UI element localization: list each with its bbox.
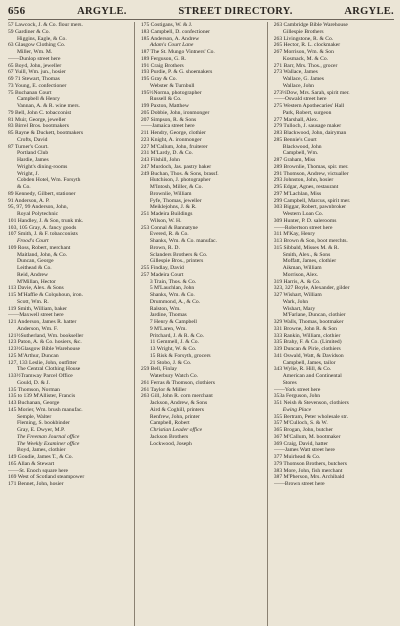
directory-entry: Meiklejohns, J. & R. (149, 204, 197, 211)
directory-entry: Brownlie, William (149, 190, 192, 197)
directory-entry: 355 Bertram, Peter wholesale str. (273, 413, 348, 420)
directory-entry: 191 Craig Brothers (140, 62, 184, 69)
directory-entry: Wilson, W. H. (149, 217, 182, 224)
directory-entry: ——Dunlop street here (8, 55, 61, 62)
directory-entry: Waterbury Watch Co. (149, 373, 199, 379)
directory-entry: Webster & Turnbull (149, 82, 195, 89)
directory-entry: M'Intosh, Miller, & Co. (149, 184, 203, 190)
directory-entry: Kosmack, M. & Co. (282, 55, 329, 62)
directory-entry: 15 Risk & Forsyth, grocers (149, 352, 211, 359)
directory-entry: 165 Allan & Stewart (8, 460, 55, 467)
directory-entry: 243 Filshill, John (140, 157, 180, 163)
directory-entry: 59 Gardiner & Co. (8, 28, 50, 35)
directory-entry: 291 Thomson, Andrew, victualler (273, 170, 349, 177)
directory-entry: American and Continental (282, 373, 342, 379)
directory-entry: 271 Barr, Mrs. Thos., grocer (273, 62, 338, 69)
directory-entry: Shanks, Wm. & Co. (149, 292, 195, 298)
directory-entry: Ralston, Wm. (149, 305, 181, 312)
directory-entry: Crofts, David (17, 136, 48, 143)
directory-entry: 123½Glasgow Bible Warehouse (8, 346, 80, 352)
directory-entry: 273½Dow, Mrs. Sarah, spirit mer. (273, 89, 350, 96)
directory-entry: 119 Smith, William, baker (8, 305, 67, 312)
directory-entry: 9 M'Laren, Wm. (149, 325, 187, 332)
directory-entry: 107 Smith, J. & F. tobacconists (8, 231, 78, 238)
directory-entry: Reid, Andrew (17, 271, 49, 278)
directory-entry: The Weekly Examiner office (17, 440, 80, 447)
directory-entry: Gould, D. & J. (17, 379, 50, 386)
directory-entry: Boyd, James, clothier (17, 447, 66, 454)
directory-entry: 135 to 139 M'Allister, Francis (8, 393, 76, 400)
directory-entry: ——Brown street here (273, 481, 325, 487)
directory-entry: 319 Harris, A. & Co. (273, 278, 321, 285)
directory-entry: 125 M'Arthur, Duncan (8, 352, 59, 359)
directory-entry: M'Farlane, Duncan, clothier (282, 312, 346, 319)
directory-entry: 303 Biggar, Robert, pawnbroker (273, 204, 347, 211)
directory-entry: 263 Livingstone, R. & Co. (273, 35, 334, 42)
directory-entry: ——St. Enoch square here (8, 467, 68, 474)
directory-entry: Christian Leader office (149, 427, 203, 433)
directory-entry: Jardine, Thomas (149, 312, 187, 319)
directory-entry: 309 Hunter, P. D. salerooms (273, 217, 337, 224)
directory-entry: Park, Robert, surgeon (282, 109, 332, 116)
directory-entry: 13 Wright, W. & Co. (149, 346, 197, 352)
directory-entry: Jackson Brothers (149, 433, 189, 440)
directory-entry: 89 Kennedy, Gilbert, stationer (8, 190, 76, 197)
directory-entry: Moffatt, James, clothier (282, 258, 337, 265)
directory-entry: Fyfe, Thomas, jeweller (149, 197, 202, 204)
directory-entry: 289 Brownlie, Thomas, spir. mer. (273, 163, 349, 170)
directory-entry: 95, 97, 99 Anderson, John, (8, 204, 68, 211)
directory-entry: 261 Ferras & Thomson, clothiers (140, 379, 215, 386)
directory-entry: 175 Costigans, W. & J. (140, 22, 193, 28)
directory-entry: 275 Western Apothecaries' Hall (273, 103, 345, 109)
directory-entry: 143 Buchanan, George (8, 400, 60, 406)
directory-entry: 3 Train, Thos. & Co. (149, 278, 197, 285)
directory-entry: 115 M'Haffie & Colquhoun, iron. (8, 292, 83, 298)
directory-entry: Royal Polytechnic (17, 211, 59, 217)
directory-entry: 171 Bennet, John, hosier (8, 481, 64, 487)
directory-entry: 273 Wallace, James (273, 69, 318, 76)
directory-entry: 205 Dobbie, John, ironmonger (140, 109, 210, 116)
directory-entry: ——Robertson street here (273, 224, 333, 231)
directory-entry: 263 Cambridge Bible Warehouse (273, 22, 348, 28)
directory-entry: 7 Henry & Campbell (149, 319, 197, 325)
directory-entry: 149 Goudie, James T., & Co. (8, 454, 73, 460)
directory-entry: 257 Madeira Court (140, 271, 184, 278)
directory-entry: 315 Sibbald, Misses M. & R. (273, 244, 339, 251)
directory-entry: 207 Simpson, R. & Sons (140, 116, 197, 123)
column-middle (141, 22, 261, 626)
directory-entry: Campbell, Wm. (282, 150, 319, 157)
directory-entry: 369 Craig, David, hatter (273, 440, 328, 447)
directory-entry: Renfrew, John, printer (149, 413, 200, 420)
directory-entry: 351 Neish & Stevenson, clothiers (273, 400, 349, 406)
directory-entry: 327 Wishart, William (273, 292, 322, 298)
directory-entry: 169 West of Scotland steampower (8, 474, 85, 481)
directory-entry: 265 Hector, R. L. clockmaker (273, 42, 341, 49)
directory-entry: 187 The St. Mungo Vintners' Co. (140, 49, 215, 55)
directory-entry: 69 71 Stewart, Thomas (8, 76, 60, 82)
directory-entry: 67 Yuill, Wm. jun., hosier (8, 69, 66, 76)
column-divider (134, 22, 135, 626)
directory-entry: Scott, Wm. R. (17, 298, 49, 305)
directory-entry: Portland Club (17, 150, 49, 157)
directory-entry: 87 Turner's Court. (8, 143, 49, 150)
directory-entry: 121 Anderson, James R. hatter (8, 319, 77, 325)
directory-entry: Lockwood, Joseph (149, 440, 192, 447)
directory-entry: 293 Johnston, John, hosier (273, 177, 334, 184)
directory-entry: 101 Handley, J. & Son, trunk mk. (8, 217, 84, 224)
directory-entry: 193 Purdie, P. & G. shoemakers (140, 69, 213, 76)
directory-entry: 83 Birrel Bros. bootmakers (8, 123, 69, 130)
directory-entry: Campbell, James, tailor (282, 359, 336, 366)
directory-entry: Gray, E. Dwyer, M.P. (17, 427, 65, 433)
directory-entry: 113 Davie, Alex. & Sons (8, 285, 64, 292)
directory-entry: 21 Stobo, J. & Co. (149, 359, 192, 366)
directory-entry: Fleming, S. bookbinder (17, 420, 70, 427)
directory-entry: 313 Brown & Son, boot merchts. (273, 238, 348, 244)
directory-entry: Wark, John (282, 298, 309, 305)
directory-entry: Aird & Coghill, printers (149, 406, 204, 413)
directory-entry: 103, 105 Gray, A. fancy goods (8, 224, 77, 231)
directory-entry: 259 Bell, Finlay (140, 366, 178, 373)
directory-entry: Gillespie Bros., printers (149, 258, 204, 265)
directory-entry: 287 Graham, Miss (273, 157, 316, 163)
header-right: ARGYLE. (344, 5, 394, 17)
directory-entry: Pritchard, J. & R. & Co. (149, 332, 205, 339)
directory-entry: Hutchison, J. photographer (149, 177, 211, 184)
directory-entry: The Freeman Journal office (17, 433, 80, 440)
directory-entry: Brown, R. D. (149, 244, 180, 251)
directory-entry: Blackwood, John (282, 143, 322, 150)
directory-entry: Drummond, A., & Co. (149, 298, 201, 305)
directory-entry: 65 Boyd, John, jeweller (8, 62, 62, 69)
directory-entry: 255 Findlay, David (140, 265, 184, 271)
directory-entry: 75 Buchanan Court (8, 89, 52, 96)
directory-entry: Miller, Wm. M. (17, 49, 53, 55)
directory-entry: 343 Wylie, R. Hill, & Co. (273, 366, 332, 373)
directory-entry: 277 Marshall, Alex. (273, 116, 319, 123)
directory-entry: 109 Ross, Robert, merchant (8, 244, 71, 251)
directory-entry: Maitland, John, & Co. (17, 251, 68, 258)
directory-entry: ——Oswald street here (273, 96, 327, 103)
directory-entry: Anderson, Wm. F. (17, 325, 58, 332)
directory-entry: 183 Campbell, D. confectioner (140, 28, 210, 35)
page-header (8, 4, 394, 20)
directory-entry: 339 Duncan & Pirie, clothiers (273, 346, 341, 352)
directory-entry: Western Loan Co. (282, 211, 324, 217)
directory-entry: Frood's Court (17, 238, 49, 244)
directory-entry: Leithead & Co. (17, 265, 52, 271)
directory-entry: 247 Murdoch, Jas. pastry baker (140, 163, 212, 170)
directory-entry: 297 M'Lachlan, Miss (273, 190, 322, 197)
directory-entry: 81 Muir, George, jeweller (8, 116, 66, 123)
directory-entry: 357 M'Culloch, S. & W. (273, 420, 328, 427)
directory-entry: 73 Young, E. confectioner (8, 82, 67, 89)
directory-entry: Aikman, William (282, 265, 322, 271)
directory-entry: 285 Bennie's Court (273, 136, 317, 143)
directory-entry: 231 M'Lardy, D. & Co. (140, 150, 193, 157)
directory-entry: Wright, J. (17, 170, 39, 177)
directory-entry: 123 Paton, A. & Co. hosiers, &c. (8, 339, 82, 346)
column-right (274, 22, 394, 626)
directory-entry: 11 Gemmell, J. & Co. (149, 339, 199, 346)
directory-entry: 5 M'Lauchlan, John (149, 285, 195, 292)
directory-entry: Higgins, Eagle, & Co. (17, 35, 67, 42)
directory-entry: 85 Rayne & Duckett, bootmakers (8, 130, 84, 136)
directory-entry: 127, 133 Leslie, John, outfitter (8, 359, 77, 366)
directory-entry: 121½Sutherland, Wm. bookseller (8, 332, 84, 339)
directory-entry: Adam's Court Lane (149, 42, 194, 49)
directory-columns (8, 22, 394, 626)
directory-entry: 323, 327 Boyle, Alexander, gilder (273, 285, 350, 292)
directory-entry: 311 M'Kay, Henry (273, 231, 316, 238)
directory-entry: 133½Tramway Parcel Office (8, 373, 73, 379)
directory-entry: 249 Buchan, Thos. & Sons, brassf. (140, 170, 219, 177)
directory-entry: 329 Walls, Thomas, bootmaker (273, 319, 344, 325)
directory-entry: 57 Lawcock, J. & Co. flour mers. (8, 22, 83, 28)
directory-entry: 267 Morrison, Wm. & Son (273, 49, 334, 55)
directory-entry: 195½Norma, photographer (140, 89, 202, 96)
directory-entry: Russell & Co. (149, 96, 182, 103)
directory-entry: 379 Thomson Brothers, butchers (273, 460, 347, 467)
directory-entry: 331 Browne, John R. & Son (273, 325, 337, 332)
directory-entry: 253 Connal & Bannatyne (140, 224, 198, 231)
directory-entry: 261 Taylor & Miller (140, 386, 187, 393)
directory-entry: Evered, R. & Co. (149, 231, 189, 238)
directory-entry: 63 Glasgow Clothing Co. (8, 42, 66, 49)
directory-entry: Semple, Walter (17, 413, 52, 420)
directory-entry: 295 Edgar, Agnes, restaurant (273, 184, 339, 190)
directory-entry: & Co. (17, 184, 31, 190)
directory-entry: 333 Rankin, William, clothier (273, 332, 341, 339)
directory-entry: ——Jamaica street here (140, 123, 195, 130)
directory-entry: Jackson, Andrew, & Sons (149, 400, 208, 406)
directory-entry: 299 Campbell, Marcus, spirit mer. (273, 197, 351, 204)
directory-entry: 279 Tulloch, J. sausage maker (273, 123, 342, 130)
directory-entry: Wallace, G. James (282, 76, 324, 82)
directory-entry: 353a Ferguson, John (273, 393, 321, 400)
directory-entry: 199 Paxton, Matthew (140, 103, 189, 109)
directory-entry: Duncan, George (17, 258, 54, 265)
directory-entry: 223 Knight, A. ironmonger (140, 136, 202, 143)
directory-entry: ——James Watt street here (273, 447, 335, 454)
directory-entry: 365 Brogan, John, butcher (273, 427, 333, 433)
directory-entry: 335 Brahy, F. & Co. (Limited) (273, 339, 342, 346)
directory-entry: 185 Anderson, A. Andrew (140, 35, 200, 42)
header-center: STREET DIRECTORY. (178, 5, 293, 17)
directory-entry: 383 More, John, fish merchant (273, 467, 343, 474)
directory-entry: 367 M'Callum, M. bootmaker (273, 433, 341, 440)
directory-entry: Cobden Hotel, Wm. Forsyth (17, 177, 81, 184)
directory-entry: Campbell & Henry (17, 96, 60, 103)
directory-entry: 227 M'Callum, John, fruiterer (140, 143, 208, 150)
directory-entry: Smith, Alex., & Sons (282, 251, 331, 258)
directory-entry: M'Millan, Hector (17, 278, 56, 285)
directory-entry: Gillespie Brothers (282, 28, 324, 35)
directory-entry: 377 Muirhead & Co. (273, 454, 321, 460)
directory-entry: 145 Morier, Wm. brush manufac. (8, 406, 83, 413)
page-number: 656 (8, 5, 26, 17)
directory-entry: 251 Madeira Buildings (140, 211, 193, 217)
directory-entry: Shanks, Wm. & Co. manufac. (149, 238, 217, 244)
directory-entry: 387 M'Pherson, Mrs. Archibald (273, 474, 345, 481)
directory-entry: 195 Gray & Co. (140, 76, 177, 82)
column-left (8, 22, 128, 626)
directory-entry: 211 Hendry, George, clothier (140, 130, 206, 136)
directory-entry: Stores (282, 379, 297, 386)
directory-entry: 91 Anderson, A. P. (8, 197, 50, 204)
directory-entry: 79 Bell, John C. tobacconist (8, 109, 72, 116)
directory-entry: Morrison, Alex. (282, 271, 319, 278)
directory-entry: 189 Ferguson, G. R. (140, 55, 187, 62)
header-left: ARGYLE. (77, 5, 127, 17)
column-divider (267, 22, 268, 626)
directory-entry: Wallace, John (282, 82, 314, 89)
directory-entry: Vannan, A. & R. wine mers. (17, 103, 80, 109)
directory-entry: ——Maxwell street here (8, 312, 64, 319)
directory-entry: 263 Gill, John R. corn merchant (140, 393, 213, 400)
directory-entry: Hardie, James (17, 157, 49, 163)
directory-entry: 283 Blackwood, John, dairyman (273, 130, 347, 136)
directory-entry: Campbell, Robert (149, 420, 190, 427)
directory-entry: Sclanders Brothers & Co. (149, 251, 208, 258)
directory-entry: Ewing Place (282, 406, 312, 413)
directory-entry: 341 Oswald, Watt, & Davidson (273, 352, 344, 359)
directory-entry: ——York street here (273, 386, 321, 393)
directory-entry: 135 Thomson, Norman (8, 386, 60, 393)
directory-entry: Wishart, Mary (282, 305, 316, 312)
directory-entry: Wright's dining-rooms (17, 163, 68, 170)
directory-entry: The Central Clothing House (17, 366, 81, 373)
